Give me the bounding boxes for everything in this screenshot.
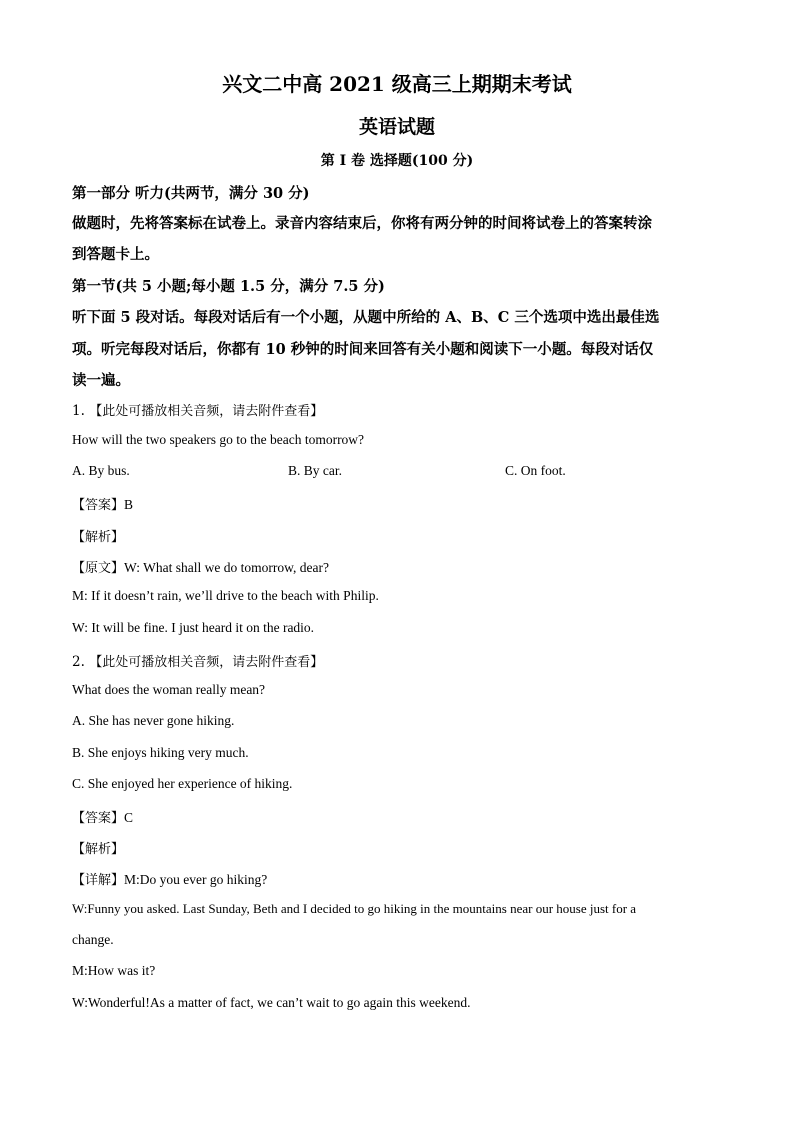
audio-note-link[interactable]: 【此处可播放相关音频，请去附件查看】: [89, 404, 324, 419]
exam-subject: 英语试题: [358, 116, 435, 138]
transcript-line: [72, 557, 329, 576]
answer-value: C: [124, 810, 134, 825]
transcript-text: W: What shall we do tomorrow, dear?: [124, 560, 329, 575]
question-2-text: What does the woman really mean?: [72, 682, 266, 697]
question-number: 1.: [72, 403, 85, 419]
answer-line: [72, 494, 133, 513]
option-a: A. By bus.: [72, 463, 130, 478]
option-b: B. By car.: [288, 463, 342, 478]
answer-tag: 【答案】: [72, 811, 125, 826]
question-1-header: [72, 400, 323, 419]
answer-tag: 【答案】: [72, 498, 125, 513]
transcript-text: M:Do you ever go hiking?: [124, 872, 268, 887]
transcript-line: M:How was it?: [72, 963, 156, 978]
transcript-tag: 【原文】: [72, 561, 125, 576]
section1-instructions-line: 听下面 5 段对话。每段对话后有一个小题，从题中所给的 A、B、C 三个选项中选出最佳选: [72, 309, 660, 326]
transcript-line: W:Wonderful!As a matter of fact, we can’t wait to go again this weekend.: [72, 995, 471, 1010]
question-2-header: [72, 651, 323, 670]
section1-heading: 第一节(共 5 小题;每小题 1.5 分，满分 7.5 分): [72, 278, 385, 295]
part1-heading: 第一部分 听力(共两节，满分 30 分): [72, 185, 310, 202]
instructions-line: 做题时，先将答案标在试卷上。录音内容结束后，你将有两分钟的时间将试卷上的答案转涂: [72, 215, 652, 232]
option-a: A. She has never gone hiking.: [72, 713, 235, 728]
detail-line: [72, 869, 267, 888]
option-c: C. On foot.: [505, 463, 566, 478]
analysis-tag: [72, 526, 124, 545]
question-number: 2.: [72, 654, 85, 670]
instructions-line: 到答题卡上。: [72, 246, 159, 263]
analysis-label: 【解析】: [72, 842, 125, 857]
transcript-line: W: It will be fine. I just heard it on the radio.: [72, 620, 315, 635]
transcript-line: M: If it doesn’t rain, we’ll drive to the beach with Philip.: [72, 588, 379, 603]
section1-instructions-line: 读一遍。: [72, 372, 130, 389]
analysis-label: 【解析】: [72, 530, 125, 545]
audio-note-link[interactable]: 【此处可播放相关音频，请去附件查看】: [89, 655, 324, 670]
option-b: B. She enjoys hiking very much.: [72, 745, 249, 760]
volume-heading: 第 I 卷 选择题(100 分): [320, 153, 474, 169]
analysis-tag: [72, 838, 124, 857]
detail-tag: 【详解】: [72, 873, 125, 888]
transcript-line: W:Funny you asked. Last Sunday, Beth and I decided to go hiking in the mountains near our house just for a: [72, 901, 637, 916]
answer-value: B: [124, 497, 134, 512]
exam-title: 兴文二中高 2021 级高三上期期末考试: [222, 72, 572, 96]
option-c: C. She enjoyed her experience of hiking.: [72, 776, 293, 791]
transcript-line: change.: [72, 932, 114, 947]
section1-instructions-line: 项。听完每段对话后，你都有 10 秒钟的时间来回答有关小题和阅读下一小题。每段对话仅: [72, 341, 654, 358]
answer-line: [72, 807, 133, 826]
question-1-text: How will the two speakers go to the beach tomorrow?: [72, 432, 365, 447]
